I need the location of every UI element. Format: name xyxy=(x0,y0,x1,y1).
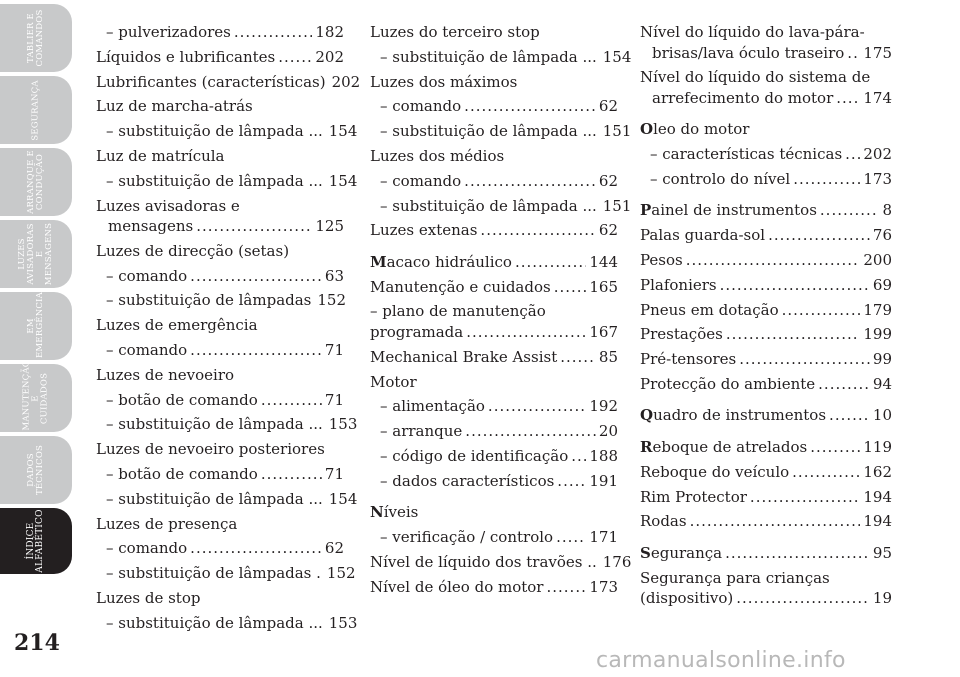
entry-heading: – plano de manutenção xyxy=(370,302,546,321)
entry-page[interactable]: 173 xyxy=(589,577,618,596)
index-entry xyxy=(96,96,344,117)
section-tab-label: ÍNDICE ALFABÉTICO xyxy=(26,509,45,573)
entry-page[interactable]: 154 xyxy=(328,171,358,190)
entry-page[interactable]: 152 xyxy=(326,564,356,583)
entry-text: – dados característicos xyxy=(380,471,555,490)
index-entry xyxy=(640,169,892,190)
index-entry xyxy=(96,315,344,336)
dot-leader xyxy=(190,538,322,559)
dot-leader xyxy=(465,421,596,442)
entry-text: – pulverizadores xyxy=(106,23,231,41)
index-entry xyxy=(370,47,632,68)
dot-leader xyxy=(818,374,870,395)
letter-initial: Q xyxy=(640,406,654,425)
index-entry xyxy=(640,225,892,246)
entry-text: Protecção do ambiente xyxy=(640,374,816,393)
dot-leader xyxy=(261,464,322,485)
dot-leader xyxy=(726,324,861,345)
index-entry xyxy=(96,414,358,435)
entry-text: – substituição de lâmpada ... xyxy=(380,122,597,141)
index-entry xyxy=(96,47,344,68)
dot-leader xyxy=(190,340,322,361)
entry-page[interactable]: 176 xyxy=(602,552,632,571)
page-number: 214 xyxy=(14,630,60,656)
section-tab-label: TABLIER E COMANDOS xyxy=(26,9,45,67)
entry-text: eboque de atrelados xyxy=(652,437,808,456)
index-entry xyxy=(640,487,892,508)
entry-text: – substituição de lâmpadas . xyxy=(106,564,321,583)
entry-page[interactable]: 154 xyxy=(328,489,358,508)
entry-text: – substituição de lâmpada ... xyxy=(380,196,597,215)
entry-text: arrefecimento do motor xyxy=(652,88,834,107)
entry-page[interactable]: 200 xyxy=(863,250,892,269)
entry-page[interactable]: 202 xyxy=(863,145,892,164)
index-entry xyxy=(370,146,618,167)
index-entry xyxy=(370,446,618,467)
entry-page[interactable]: 69 xyxy=(872,275,892,294)
section-tab-3[interactable] xyxy=(0,220,72,288)
index-entry xyxy=(370,72,618,93)
entry-page[interactable]: 71 xyxy=(324,390,344,409)
section-tab-label: SEGURANÇA xyxy=(30,79,41,141)
dot-leader xyxy=(820,200,880,221)
index-entry xyxy=(640,200,892,221)
entry-text: – botão de comando xyxy=(106,390,258,409)
entry-text: Nível de óleo do motor xyxy=(370,577,544,596)
entry-page[interactable]: 153 xyxy=(328,613,358,632)
entry-text: Rodas xyxy=(640,512,687,531)
index-entry xyxy=(96,340,344,361)
entry-page[interactable]: 8 xyxy=(882,201,892,220)
dot-leader xyxy=(480,220,595,241)
dot-leader xyxy=(782,300,861,321)
index-entry xyxy=(640,511,892,532)
index-entry xyxy=(96,489,358,510)
entry-page[interactable]: 179 xyxy=(863,300,892,319)
entry-page[interactable]: 94 xyxy=(872,374,892,393)
entry-text: – comando xyxy=(106,266,188,285)
dot-leader xyxy=(847,43,860,64)
dot-leader xyxy=(464,96,596,117)
section-tab-label: DADOS TÉCNICOS xyxy=(26,444,45,496)
entry-text: acaco hidráulico xyxy=(386,252,512,271)
dot-leader xyxy=(556,527,586,548)
dot-leader xyxy=(739,349,870,370)
entry-page[interactable]: 151 xyxy=(602,196,632,215)
entry-text: – comando xyxy=(106,539,188,558)
entry-text: Reboque do veículo xyxy=(640,462,790,481)
index-entry xyxy=(96,146,344,167)
section-tab-2[interactable] xyxy=(0,148,72,216)
index-entry xyxy=(640,119,892,140)
entry-page[interactable]: 10 xyxy=(872,406,892,425)
entry-text: – controlo do nível xyxy=(650,169,791,188)
entry-text: – comando xyxy=(380,171,462,190)
index-entry xyxy=(370,196,632,217)
dot-leader xyxy=(464,171,596,192)
entry-page[interactable]: 194 xyxy=(863,512,892,531)
index-column-1 xyxy=(96,22,361,638)
index-entry xyxy=(640,67,892,108)
dot-leader xyxy=(488,396,586,417)
dot-leader xyxy=(736,588,870,609)
index-entry xyxy=(640,437,892,458)
dot-leader xyxy=(750,487,860,508)
index-entry xyxy=(640,462,892,483)
letter-initial: O xyxy=(640,120,654,139)
index-entry xyxy=(370,22,618,43)
letter-initial: M xyxy=(370,252,387,271)
entry-page[interactable]: 19 xyxy=(872,589,892,608)
entry-page[interactable]: 174 xyxy=(863,88,892,107)
index-entry xyxy=(96,72,361,93)
entry-heading: Luzes de stop xyxy=(96,589,201,608)
entry-page[interactable]: 152 xyxy=(317,291,347,310)
section-tab-4[interactable] xyxy=(0,292,72,360)
entry-text: – código de identificação xyxy=(380,446,569,465)
entry-heading: Luzes de nevoeiro posteriores xyxy=(96,440,325,459)
section-tab-label: EM EMERGÊNCIA xyxy=(26,292,45,358)
entry-page[interactable]: 167 xyxy=(589,322,618,341)
index-entry xyxy=(96,439,344,460)
entry-page[interactable]: 62 xyxy=(598,171,618,190)
entry-text: – substituição de lâmpada ... xyxy=(106,171,323,190)
entry-text: – botão de comando xyxy=(106,465,258,484)
index-entry xyxy=(640,374,892,395)
entry-page[interactable]: 154 xyxy=(602,47,632,66)
dot-leader xyxy=(720,275,870,296)
section-tabs xyxy=(0,0,74,677)
index-entry xyxy=(370,301,618,342)
entry-page[interactable]: 154 xyxy=(328,122,358,141)
index-entry xyxy=(640,349,892,370)
entry-heading: Luzes de presença xyxy=(96,514,238,533)
dot-leader xyxy=(810,437,860,458)
index-entry xyxy=(370,502,618,523)
index-entry xyxy=(370,171,618,192)
dot-leader xyxy=(690,511,861,532)
index-entry xyxy=(370,396,618,417)
section-tab-label: MANUTENÇÃO E CUIDADOS xyxy=(21,359,50,430)
entry-heading: Luzes dos médios xyxy=(370,146,505,165)
section-tab-7[interactable] xyxy=(0,508,72,574)
index-entry xyxy=(370,252,618,273)
dot-leader xyxy=(554,277,587,298)
index-entry xyxy=(370,220,618,241)
entry-page[interactable]: 20 xyxy=(598,422,618,441)
entry-page[interactable]: 62 xyxy=(598,221,618,240)
dot-leader xyxy=(792,462,860,483)
entry-text: – arranque xyxy=(380,422,463,441)
entry-text: – comando xyxy=(106,341,188,360)
entry-page[interactable]: 171 xyxy=(589,528,618,547)
entry-page[interactable]: 194 xyxy=(863,487,892,506)
entry-text: programada xyxy=(370,322,464,341)
index-entry xyxy=(640,275,892,296)
index-entry xyxy=(96,121,358,142)
dot-leader xyxy=(196,216,312,237)
entry-page[interactable]: 202 xyxy=(331,72,361,91)
section-tab-1[interactable] xyxy=(0,76,72,144)
entry-heading: Luz de matrícula xyxy=(96,146,225,165)
dot-leader xyxy=(278,47,312,68)
entry-heading: Luz de marcha-atrás xyxy=(96,97,253,116)
entry-page[interactable]: 151 xyxy=(602,122,632,141)
entry-text: – substituição de lâmpada ... xyxy=(106,415,323,434)
dot-leader xyxy=(768,225,870,246)
index-entry xyxy=(370,527,618,548)
entry-heading: leo do motor xyxy=(653,120,750,139)
entry-page[interactable]: 173 xyxy=(863,169,892,188)
entry-page[interactable]: 192 xyxy=(589,397,618,416)
letter-initial: P xyxy=(640,201,652,220)
index-entry xyxy=(370,471,618,492)
index-entry xyxy=(370,421,618,442)
letter-initial: S xyxy=(640,543,651,562)
watermark: carmanualsonline.info xyxy=(596,648,846,673)
index-entry xyxy=(370,372,618,393)
index-entry xyxy=(96,290,347,311)
entry-text: Palas guarda-sol xyxy=(640,226,766,245)
entry-text: Rim Protector xyxy=(640,487,747,506)
index-entry xyxy=(640,405,892,426)
entry-text: Pesos xyxy=(640,250,683,269)
section-tab-6[interactable] xyxy=(0,436,72,504)
entry-text: brisas/lava óculo traseiro xyxy=(652,43,845,62)
index-entry xyxy=(370,552,632,573)
entry-page[interactable]: 182 xyxy=(315,23,344,41)
entry-text: Prestações xyxy=(640,325,723,344)
letter-initial: N xyxy=(370,503,384,522)
entry-page[interactable]: 175 xyxy=(863,43,892,62)
index-entry xyxy=(640,250,892,271)
dot-leader xyxy=(725,543,870,564)
entry-text: mensagens xyxy=(108,217,194,236)
dot-leader xyxy=(190,266,322,287)
section-tab-0[interactable] xyxy=(0,4,72,72)
entry-page[interactable]: 125 xyxy=(315,217,344,236)
letter-initial: R xyxy=(640,437,653,456)
dot-leader xyxy=(466,322,586,343)
entry-text: – substituição de lâmpada ... xyxy=(380,47,597,66)
entry-text: (dispositivo) xyxy=(640,589,734,608)
index-entry xyxy=(96,588,344,609)
dot-leader xyxy=(557,471,586,492)
entry-page[interactable]: 202 xyxy=(315,47,344,66)
index-entry xyxy=(96,514,344,535)
entry-text: Luzes extenas xyxy=(370,221,478,240)
entry-text: Pré-tensores xyxy=(640,350,737,369)
entry-text: Plafoniers xyxy=(640,275,717,294)
entry-page[interactable]: 71 xyxy=(324,465,344,484)
entry-text: – comando xyxy=(380,97,462,116)
index-entry xyxy=(640,324,892,345)
dot-leader xyxy=(546,577,586,598)
entry-page[interactable]: 162 xyxy=(863,462,892,481)
entry-text: Lubrificantes (características) xyxy=(96,72,326,91)
entry-text: Nível de líquido dos travões .. xyxy=(370,552,597,571)
entry-text: – substituição de lâmpada ... xyxy=(106,613,323,632)
dot-leader xyxy=(686,250,861,271)
index-entry xyxy=(370,96,618,117)
index-column-2 xyxy=(370,22,632,601)
entry-page[interactable]: 144 xyxy=(589,252,618,271)
dot-leader xyxy=(829,405,870,426)
index-entry xyxy=(640,22,892,63)
entry-heading: Luzes de direcção (setas) xyxy=(96,241,290,260)
index-entry xyxy=(96,241,344,262)
section-tab-5[interactable] xyxy=(0,359,72,432)
entry-text: – verificação / controlo xyxy=(380,528,554,547)
entry-text: Líquidos e lubrificantes xyxy=(96,47,276,66)
index-entry xyxy=(96,171,358,192)
index-entry xyxy=(96,390,344,411)
entry-text: Manutenção e cuidados xyxy=(370,277,551,296)
entry-text: ainel de instrumentos xyxy=(651,201,817,220)
index-entry xyxy=(370,121,632,142)
index-entry xyxy=(96,22,344,43)
entry-page[interactable]: 199 xyxy=(863,325,892,344)
index-entry xyxy=(96,464,344,485)
index-column-3 xyxy=(640,22,892,613)
index-entry xyxy=(640,568,892,609)
entry-page[interactable]: 188 xyxy=(589,446,618,465)
entry-heading: íveis xyxy=(383,503,419,522)
entry-page[interactable]: 191 xyxy=(589,471,618,490)
entry-heading: Nível do líquido do sistema de xyxy=(640,68,871,87)
section-tab-label: LUZES AVISADORAS E MENSAGENS xyxy=(17,222,54,286)
entry-page[interactable]: 62 xyxy=(598,97,618,116)
section-tab-label: ARRANQUE E CONDUÇÃO xyxy=(26,150,45,214)
entry-page[interactable]: 63 xyxy=(324,266,344,285)
index-entry xyxy=(96,613,358,634)
dot-leader xyxy=(515,252,586,273)
entry-page[interactable]: 71 xyxy=(324,341,344,360)
entry-text: Pneus em dotação xyxy=(640,300,779,319)
index-entry xyxy=(96,563,356,584)
entry-heading: Luzes avisadoras e xyxy=(96,196,240,215)
entry-text: uadro de instrumentos xyxy=(653,406,827,425)
entry-heading: Luzes de nevoeiro xyxy=(96,365,235,384)
dot-leader xyxy=(845,144,860,165)
entry-page[interactable]: 85 xyxy=(598,347,618,366)
entry-page[interactable]: 165 xyxy=(589,277,618,296)
dot-leader xyxy=(793,169,860,190)
index-entry xyxy=(96,365,344,386)
index-entry xyxy=(96,266,344,287)
entry-heading: Luzes de emergência xyxy=(96,316,258,335)
index-entry xyxy=(96,196,344,237)
dot-leader xyxy=(836,88,860,109)
index-entry xyxy=(96,538,344,559)
entry-heading: Luzes dos máximos xyxy=(370,72,518,91)
entry-text: – alimentação xyxy=(380,397,485,416)
entry-page[interactable]: 95 xyxy=(872,543,892,562)
entry-text: Mechanical Brake Assist xyxy=(370,347,558,366)
entry-heading: Nível do líquido do lava-pára- xyxy=(640,23,865,41)
entry-page[interactable]: 62 xyxy=(324,539,344,558)
entry-page[interactable]: 76 xyxy=(872,226,892,245)
dot-leader xyxy=(571,446,586,467)
dot-leader xyxy=(560,347,596,368)
entry-text: – substituição de lâmpada ... xyxy=(106,122,323,141)
entry-heading: Motor xyxy=(370,372,417,391)
dot-leader xyxy=(234,22,312,43)
index-entry xyxy=(640,543,892,564)
entry-heading: Luzes do terceiro stop xyxy=(370,23,540,41)
entry-heading: Segurança para crianças xyxy=(640,568,830,587)
entry-text: – substituição de lâmpada ... xyxy=(106,489,323,508)
index-entry xyxy=(640,300,892,321)
entry-text: – substituição de lâmpadas xyxy=(106,291,312,310)
dot-leader xyxy=(261,390,322,411)
index-entry xyxy=(370,277,618,298)
index-entry xyxy=(640,144,892,165)
entry-page[interactable]: 99 xyxy=(872,350,892,369)
entry-page[interactable]: 153 xyxy=(328,415,358,434)
entry-text: – características técnicas xyxy=(650,145,843,164)
entry-text: egurança xyxy=(650,543,723,562)
index-entry xyxy=(370,347,618,368)
index-entry xyxy=(370,577,618,598)
entry-page[interactable]: 119 xyxy=(863,437,892,456)
